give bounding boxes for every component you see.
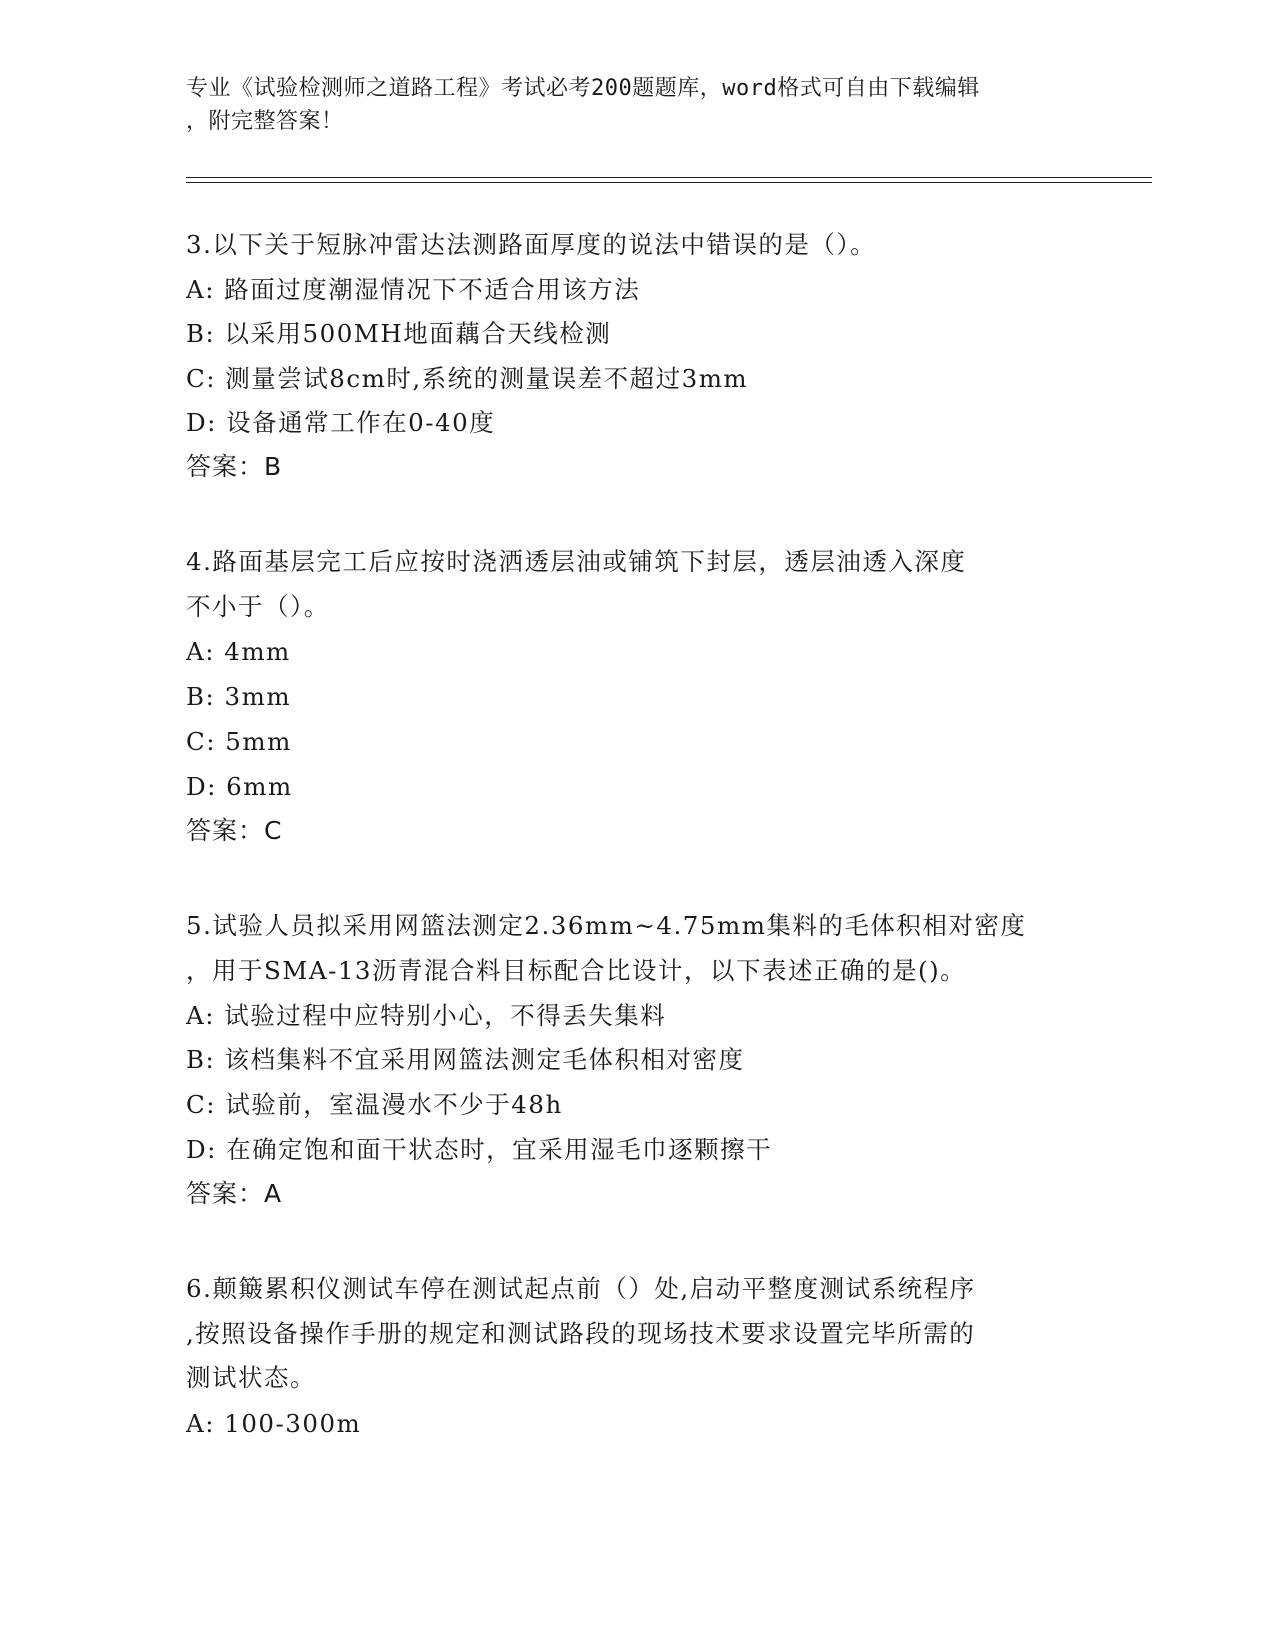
question-3-option-b: B: 以采用500MH地面藕合天线检测 [186, 319, 612, 348]
question-6-stem-line-3: 测试状态。 [186, 1363, 316, 1392]
question-4-option-b: B: 3mm [186, 682, 292, 711]
question-3-stem-line-1: 3.以下关于短脉冲雷达法测路面厚度的说法中错误的是（）。 [186, 230, 877, 259]
header-divider-bottom [186, 182, 1152, 183]
question-4-stem-line-1: 4.路面基层完工后应按时浇洒透层油或铺筑下封层，透层油透入深度 [186, 547, 967, 576]
document-header [186, 72, 1086, 138]
question-4-answer: 答案：C [186, 816, 283, 845]
question-4-option-d: D: 6mm [186, 772, 293, 801]
question-4-option-c: C: 5mm [186, 727, 292, 756]
question-6-stem-line-1: 6.颠簸累积仪测试车停在测试起点前（）处,启动平整度测试系统程序 [186, 1274, 976, 1303]
question-3-answer: 答案：B [186, 452, 283, 481]
question-5-stem-line-2: ，用于SMA-13沥青混合料目标配合比设计，以下表述正确的是()。 [186, 956, 967, 985]
question-3-option-d: D: 设备通常工作在0-40度 [186, 408, 496, 437]
question-5-option-b: B: 该档集料不宜采用网篮法测定毛体积相对密度 [186, 1045, 745, 1074]
question-6-option-a: A: 100-300m [186, 1409, 362, 1438]
header-title-line-2: ，附完整答案！ [186, 109, 344, 134]
question-3-option-a: A: 路面过度潮湿情况下不适合用该方法 [186, 275, 641, 304]
question-5-option-d: D: 在确定饱和面干状态时，宜采用湿毛巾逐颗擦干 [186, 1135, 773, 1164]
question-6-stem-line-2: ,按照设备操作手册的规定和测试路段的现场技术要求设置完毕所需的 [186, 1319, 976, 1348]
question-4-option-a: A: 4mm [186, 637, 291, 666]
question-5-option-c: C: 试验前，室温漫水不少于48h [186, 1090, 563, 1119]
question-5-stem-line-1: 5.试验人员拟采用网篮法测定2.36mm~4.75mm集料的毛体积相对密度 [186, 911, 1027, 940]
question-4-stem-line-2: 不小于（）。 [186, 592, 330, 621]
question-5-option-a: A: 试验过程中应特别小心，不得丢失集料 [186, 1001, 667, 1030]
question-5-answer: 答案：A [186, 1179, 283, 1208]
header-divider-top [186, 177, 1152, 178]
header-title-line-1: 专业《试验检测师之道路工程》考试必考200题题库，word格式可自由下载编辑 [186, 76, 980, 101]
question-3-option-c: C: 测量尝试8cm时,系统的测量误差不超过3mm [186, 364, 749, 393]
